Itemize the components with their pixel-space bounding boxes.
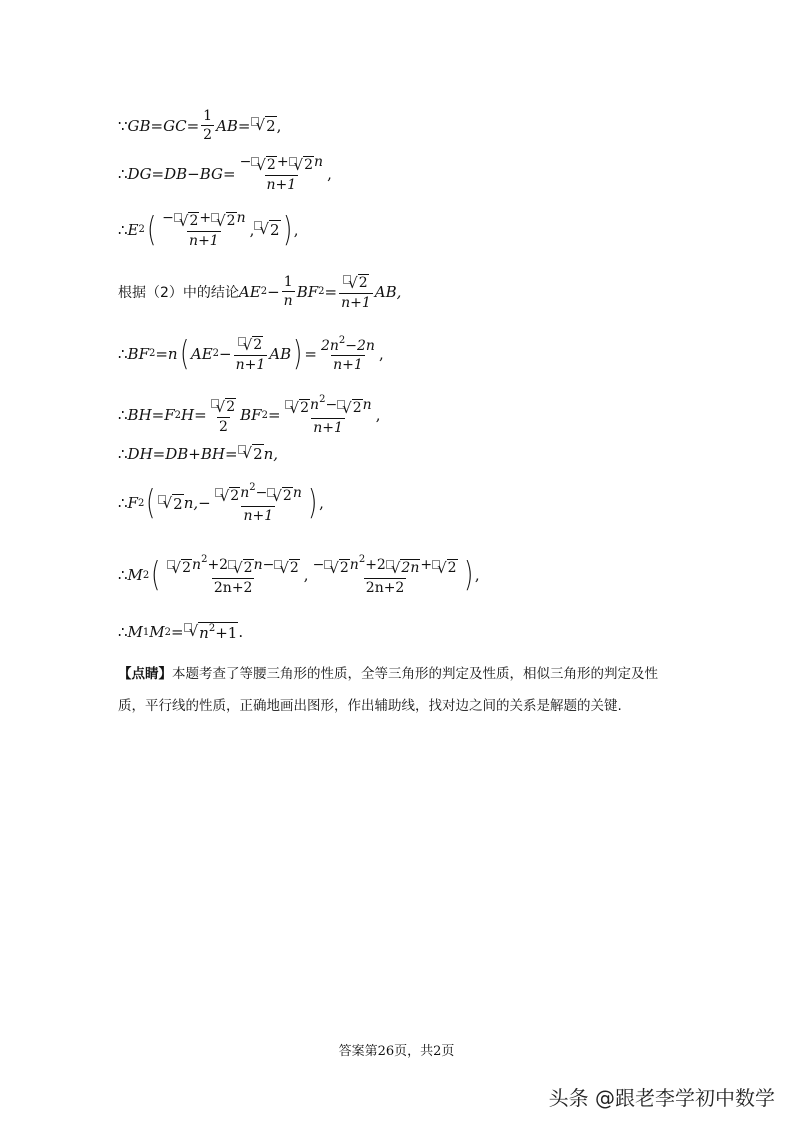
expr-text: M — [127, 623, 143, 641]
subscript: 2 — [260, 286, 268, 297]
radical — [274, 559, 299, 577]
expr-text: +1 — [215, 624, 238, 642]
radicand: 2 — [266, 157, 276, 173]
expr-text: AB, — [374, 282, 402, 301]
expr-text: BF — [296, 282, 319, 301]
expr-text: , — [276, 116, 282, 135]
expr-text: n — [349, 557, 359, 573]
fraction — [201, 108, 214, 143]
expr-text: AE — [238, 282, 261, 301]
radicand: 2 — [358, 275, 368, 291]
expr-text: AB= — [216, 116, 251, 135]
expr-text: + — [276, 154, 289, 170]
denominator: n+1 — [333, 356, 363, 373]
denominator: 2 — [218, 418, 228, 435]
radical-sign: √ — [259, 220, 269, 238]
radical-sign: √ — [279, 559, 289, 577]
subscript: 2 — [137, 497, 145, 509]
radicand: 2 — [447, 560, 457, 576]
superscript: 2 — [338, 334, 346, 346]
radical — [324, 559, 349, 577]
expr-text: = — [304, 344, 317, 363]
denominator: n+1 — [341, 295, 371, 311]
expr-text: n — [292, 485, 302, 501]
numerator: 1 — [203, 108, 213, 124]
expr-text: GB=GC= — [127, 116, 200, 135]
expr-text: − — [219, 344, 232, 363]
radical-sign: √ — [178, 212, 189, 230]
expr-text: + — [199, 210, 212, 226]
therefore-symbol: ∴ — [118, 406, 128, 424]
math-line-4 — [118, 272, 401, 311]
denominator: 2n+2 — [365, 580, 405, 596]
radicand: 2 — [289, 560, 299, 576]
radicand: 2 — [230, 488, 240, 504]
expr-text: DG=DB−BG= — [127, 164, 236, 183]
radicand: 2 — [339, 560, 349, 576]
math-line-9 — [118, 554, 480, 596]
left-paren: ( — [146, 483, 156, 523]
radical — [158, 494, 184, 513]
expr-text: − — [267, 282, 280, 301]
expr-text: . — [238, 623, 244, 641]
radicand: 2 — [173, 494, 183, 513]
math-line-8 — [118, 482, 324, 524]
radicand — [198, 622, 238, 642]
denominator: n+1 — [189, 233, 219, 249]
radical-sign: √ — [390, 559, 401, 577]
subscript: 2 — [212, 348, 220, 359]
radical — [289, 156, 314, 174]
radical — [251, 156, 276, 174]
radical-sign: √ — [216, 212, 226, 230]
therefore-symbol: ∴ — [118, 623, 128, 641]
fraction — [165, 554, 302, 596]
radicand: 2 — [266, 117, 276, 135]
denominator: n+1 — [243, 508, 274, 524]
expr-text: n, — [263, 444, 279, 463]
numerator — [165, 554, 302, 578]
numerator — [236, 334, 265, 355]
left-paren: ( — [146, 209, 157, 250]
expr-text: n — [314, 154, 324, 170]
left-paren: ( — [151, 555, 161, 595]
right-paren: ) — [463, 555, 473, 595]
math-line-2 — [118, 154, 332, 193]
radical — [343, 274, 368, 292]
expr-text: , — [327, 164, 332, 183]
radical-sign: √ — [242, 336, 253, 354]
expr-text: BF — [127, 344, 149, 363]
math-line-1 — [118, 108, 281, 143]
expr-text: n — [362, 397, 372, 413]
numerator — [160, 210, 247, 231]
radical-sign: √ — [255, 116, 266, 134]
radicand: 2 — [304, 157, 314, 173]
right-paren: ) — [282, 209, 292, 250]
fraction — [283, 394, 374, 436]
denominator: n+1 — [266, 177, 297, 193]
watermark: 头条 @跟老李学初中数学 — [548, 1086, 775, 1110]
radical — [215, 487, 240, 505]
radical-sign: √ — [162, 493, 173, 512]
radical — [285, 399, 310, 417]
fraction — [339, 272, 373, 311]
radical — [238, 444, 264, 463]
subscript: 2 — [138, 224, 145, 235]
expr-text: AB — [269, 344, 292, 363]
radicand: 2 — [182, 560, 192, 576]
therefore-symbol: ∴ — [118, 444, 128, 463]
expr-text: 2n — [320, 337, 339, 354]
expr-text: n− — [253, 557, 275, 573]
expr-text: − — [255, 485, 268, 501]
radical-sign: √ — [215, 397, 226, 416]
expr-text: n — [310, 397, 320, 413]
expr-text: − — [325, 397, 338, 413]
denominator: n+1 — [313, 420, 343, 436]
radical-sign: √ — [242, 444, 253, 462]
math-line-3 — [118, 210, 299, 249]
expr-text: , — [375, 406, 381, 424]
expr-text: + — [420, 557, 433, 573]
comment-tag: 【点睛】 — [118, 666, 172, 682]
subscript: 2 — [148, 348, 156, 359]
numerator — [319, 335, 377, 355]
right-paren: ) — [307, 483, 318, 523]
radical — [337, 399, 362, 417]
fraction — [234, 334, 268, 373]
expr-text: , — [293, 220, 299, 239]
expr-text: BH=F — [127, 406, 175, 424]
radicand: 2 — [253, 337, 263, 353]
expr-text: n — [199, 624, 209, 642]
point-label: E — [127, 220, 139, 239]
radical-sign: √ — [272, 487, 282, 505]
radicand: 2 — [243, 560, 253, 576]
numerator — [341, 272, 370, 293]
radicand: 2 — [300, 400, 310, 416]
radicand: 2 — [226, 398, 236, 415]
expr-text: , — [474, 566, 480, 584]
numerator: 1 — [283, 274, 293, 290]
radicand: 2 — [352, 400, 362, 416]
radical-sign: √ — [289, 399, 300, 417]
expr-text: , — [378, 344, 384, 363]
radicand: 2 — [226, 213, 236, 229]
subscript: 1 — [142, 626, 150, 638]
expr-text: n — [192, 557, 202, 573]
math-line-5 — [118, 334, 384, 373]
therefore-symbol: ∴ — [118, 220, 128, 239]
math-line-10 — [118, 622, 243, 642]
radical — [432, 559, 457, 577]
numerator — [238, 154, 325, 175]
point-label: F — [127, 494, 138, 512]
because-symbol: ∵ — [118, 116, 128, 135]
fraction — [238, 154, 325, 193]
radical-sign: √ — [171, 559, 182, 577]
conclusion-text: 根据（2）中的结论 — [118, 284, 239, 301]
subscript: 2 — [164, 626, 172, 638]
expr-text: H= — [181, 406, 207, 424]
comment-text: 本题考查了等腰三角形的性质，全等三角形的判定及性质，相似三角形的判定及性质，平行线的性质，正确地画出图形，作出辅助线，找对边之间的关系是解题的关键. — [118, 666, 658, 714]
radicand: 2 — [269, 221, 280, 239]
radical — [238, 336, 263, 354]
fraction — [319, 335, 377, 373]
radical — [386, 559, 421, 577]
numerator — [283, 394, 374, 418]
numerator — [209, 396, 238, 417]
radical — [251, 116, 277, 135]
radical — [184, 622, 239, 642]
superscript: 2 — [319, 394, 326, 405]
fraction — [209, 396, 238, 435]
radical-sign: √ — [293, 156, 304, 174]
radical — [211, 212, 236, 230]
expr-text: − — [239, 154, 252, 170]
fraction — [311, 554, 460, 596]
therefore-symbol: ∴ — [118, 494, 128, 512]
radical-sign: √ — [342, 399, 352, 417]
superscript: 2 — [208, 623, 216, 634]
left-paren: ( — [179, 333, 189, 374]
radical-sign: √ — [437, 559, 447, 577]
fraction — [160, 210, 247, 249]
radical-sign: √ — [256, 156, 266, 174]
radical — [211, 398, 236, 416]
denominator: 2n+2 — [213, 580, 253, 596]
subscript: 2 — [318, 286, 325, 297]
expr-text: +2 — [365, 557, 386, 573]
expr-text: , — [319, 494, 324, 512]
expr-text: , — [303, 566, 309, 584]
therefore-symbol: ∴ — [118, 344, 128, 363]
subscript: 2 — [261, 409, 268, 421]
radical-sign: √ — [219, 487, 230, 505]
denominator: 2 — [203, 127, 213, 143]
radicand: 2 — [282, 488, 292, 504]
radicand: 2 — [253, 445, 263, 463]
radical — [254, 220, 280, 239]
expr-text: AE — [190, 344, 213, 363]
page-footer: 答案第26页，共2页 — [338, 1044, 455, 1059]
point-label: M — [127, 566, 143, 584]
radicand: 2n — [401, 560, 420, 576]
radical — [174, 212, 199, 230]
fraction — [213, 482, 304, 524]
expr-text: n — [240, 485, 250, 501]
subscript: 2 — [142, 569, 150, 581]
radical-sign: √ — [329, 559, 339, 577]
superscript: 2 — [201, 554, 208, 565]
subscript: 2 — [174, 409, 182, 421]
math-line-6 — [118, 394, 380, 436]
numerator — [213, 482, 304, 506]
expr-text: M — [149, 623, 165, 641]
expr-text: = — [171, 623, 184, 641]
expr-text: =n — [155, 344, 178, 363]
numerator — [311, 554, 460, 578]
expr-text: − — [312, 557, 325, 573]
expr-text: BF — [240, 406, 262, 424]
superscript: 2 — [249, 482, 256, 493]
expr-text: = — [267, 406, 281, 424]
expr-text: , — [249, 220, 255, 239]
radical — [167, 559, 192, 577]
expr-text: +2 — [207, 557, 229, 573]
therefore-symbol: ∴ — [118, 164, 128, 183]
denominator: n — [283, 293, 293, 309]
radical-sign: √ — [348, 274, 358, 292]
math-line-7 — [118, 444, 278, 463]
superscript: 2 — [358, 554, 366, 565]
expr-text: − — [162, 210, 174, 226]
therefore-symbol: ∴ — [118, 566, 128, 584]
expr-text: DH=DB+BH= — [127, 444, 238, 463]
radical-sign: √ — [188, 622, 199, 640]
expr-text: n,− — [183, 494, 211, 512]
expr-text: n — [236, 210, 246, 226]
expr-text: = — [324, 282, 338, 301]
right-paren: ) — [293, 333, 303, 374]
radical — [228, 559, 253, 577]
radical — [267, 487, 292, 505]
fraction — [282, 274, 295, 309]
expr-text: −2n — [345, 337, 375, 354]
denominator: n+1 — [235, 357, 266, 373]
radicand: 2 — [189, 213, 199, 229]
radical-sign: √ — [233, 559, 243, 577]
comment-paragraph — [118, 658, 678, 722]
